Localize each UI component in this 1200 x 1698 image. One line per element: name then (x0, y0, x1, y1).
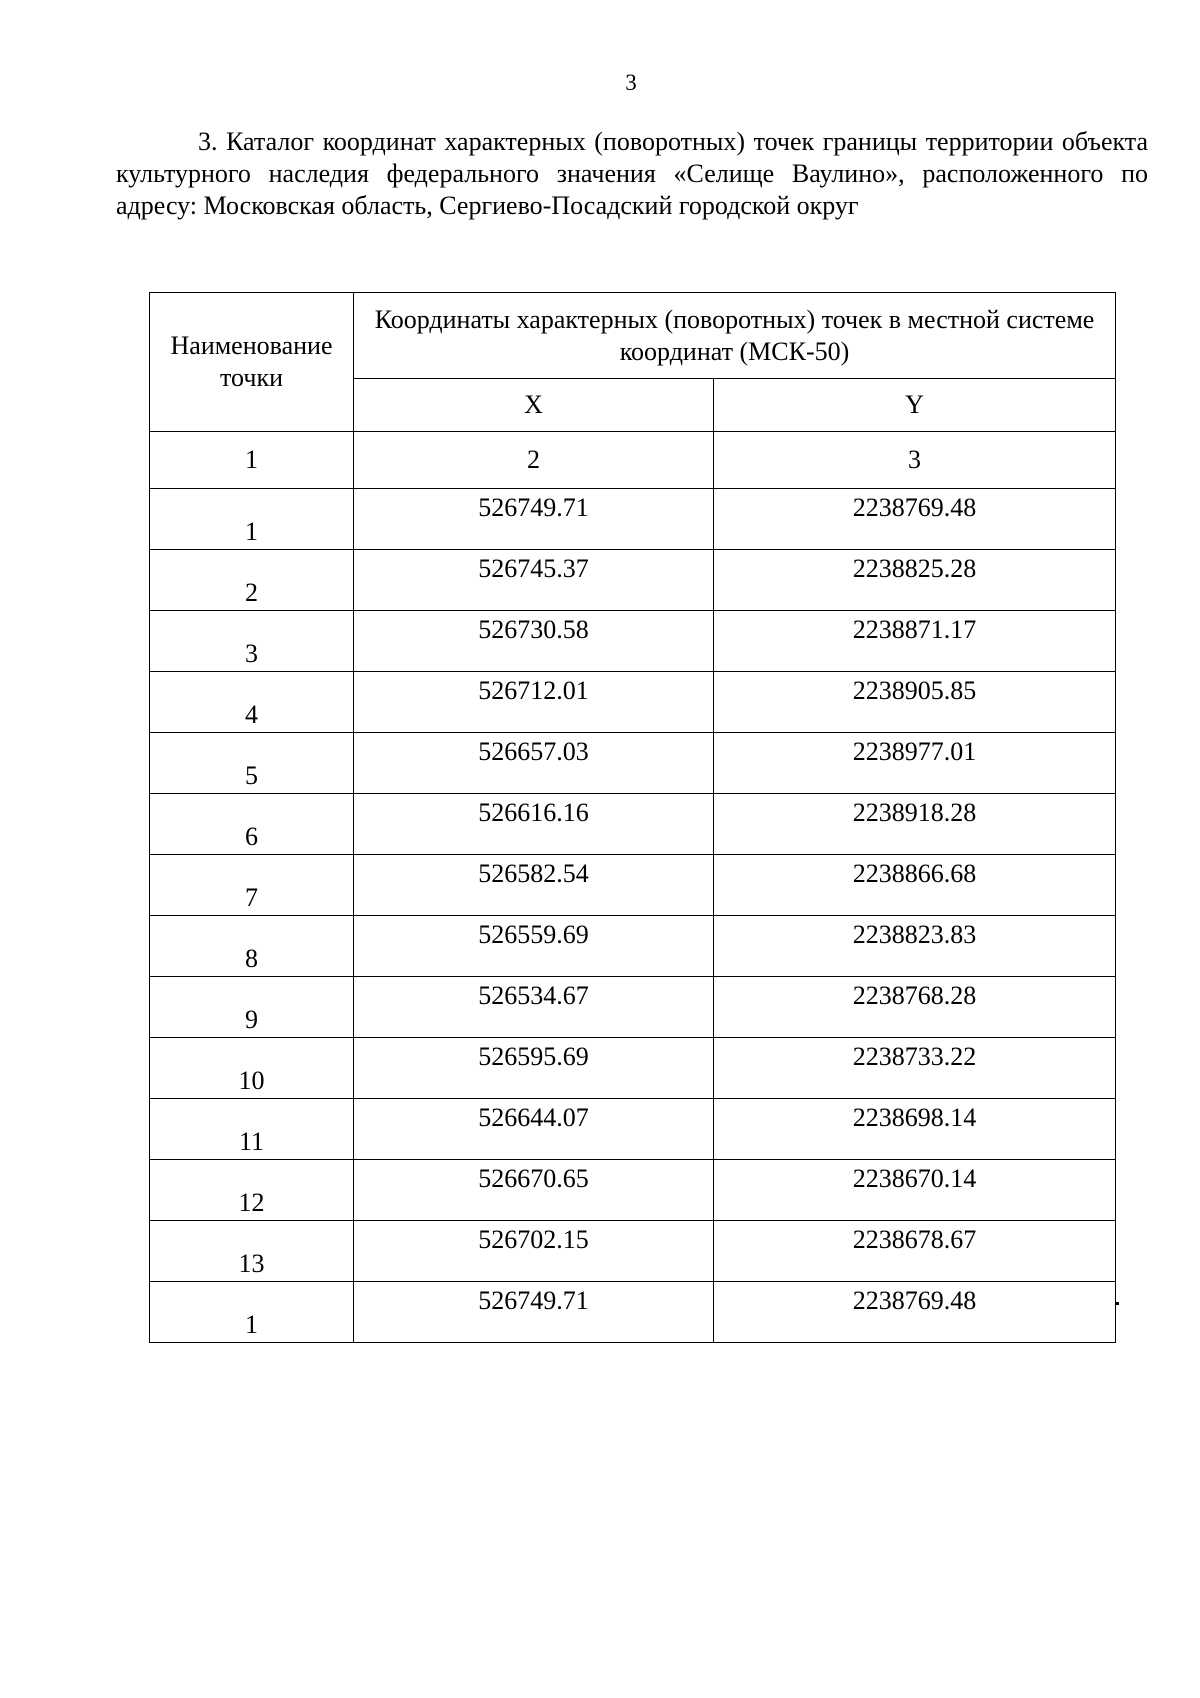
header-point-name: Наименование точки (150, 293, 354, 432)
coord-y: 2238768.28 (714, 977, 1116, 1038)
coord-y: 2238977.01 (714, 733, 1116, 794)
point-name: 4 (150, 672, 354, 733)
coord-y: 2238769.48 (714, 489, 1116, 550)
table-header-row (150, 293, 1116, 379)
coord-x: 526749.71 (354, 489, 714, 550)
coord-x: 526644.07 (354, 1099, 714, 1160)
point-name: 11 (150, 1099, 354, 1160)
section-heading (116, 126, 1148, 222)
table-row (150, 855, 1116, 916)
point-name: 2 (150, 550, 354, 611)
point-name: 3 (150, 611, 354, 672)
column-number: 2 (354, 432, 714, 489)
header-x: X (354, 379, 714, 432)
table-row (150, 672, 1116, 733)
point-name: 12 (150, 1160, 354, 1221)
coord-y: 2238698.14 (714, 1099, 1116, 1160)
coord-x: 526702.15 (354, 1221, 714, 1282)
coord-x: 526730.58 (354, 611, 714, 672)
coord-x: 526670.65 (354, 1160, 714, 1221)
table-row (150, 550, 1116, 611)
coord-x: 526745.37 (354, 550, 714, 611)
table-row (150, 1221, 1116, 1282)
header-coordinates: Координаты характерных (поворотных) точек в местной системе координат (МСК-50) (354, 293, 1116, 379)
section-heading-text: 3. Каталог координат характерных (поворотных) точек границы территории объекта культурного наследия федерального значения «Селище Ваулино», расположенного по адресу: Московская область, Сергиево-Посадский городской округ (116, 127, 1148, 220)
coord-x: 526595.69 (354, 1038, 714, 1099)
coord-x: 526616.16 (354, 794, 714, 855)
coord-y: 2238825.28 (714, 550, 1116, 611)
coord-x: 526534.67 (354, 977, 714, 1038)
point-name: 1 (150, 1282, 354, 1343)
coord-y: 2238918.28 (714, 794, 1116, 855)
point-name: 7 (150, 855, 354, 916)
table-row (150, 1282, 1116, 1343)
table-row (150, 1099, 1116, 1160)
table-row (150, 733, 1116, 794)
page-number: 3 (625, 70, 637, 95)
table-row (150, 794, 1116, 855)
column-number: 1 (150, 432, 354, 489)
point-name: 8 (150, 916, 354, 977)
coord-x: 526582.54 (354, 855, 714, 916)
table-row (150, 916, 1116, 977)
table-row (150, 1160, 1116, 1221)
table-row (150, 611, 1116, 672)
coord-y: 2238670.14 (714, 1160, 1116, 1221)
column-number-row (150, 432, 1116, 489)
coord-y: 2238769.48 (714, 1282, 1116, 1343)
coord-x: 526712.01 (354, 672, 714, 733)
coord-y: 2238823.83 (714, 916, 1116, 977)
header-y: Y (714, 379, 1116, 432)
point-name: 5 (150, 733, 354, 794)
coord-x: 526749.71 (354, 1282, 714, 1343)
column-number: 3 (714, 432, 1116, 489)
trailing-period-mark (1116, 1302, 1119, 1305)
point-name: 13 (150, 1221, 354, 1282)
coord-y: 2238866.68 (714, 855, 1116, 916)
coord-y: 2238678.67 (714, 1221, 1116, 1282)
table-row (150, 489, 1116, 550)
coordinates-table (149, 292, 1116, 1343)
coord-x: 526559.69 (354, 916, 714, 977)
coord-y: 2238871.17 (714, 611, 1116, 672)
table-row (150, 977, 1116, 1038)
point-name: 1 (150, 489, 354, 550)
point-name: 6 (150, 794, 354, 855)
coord-y: 2238733.22 (714, 1038, 1116, 1099)
point-name: 9 (150, 977, 354, 1038)
coord-y: 2238905.85 (714, 672, 1116, 733)
coord-x: 526657.03 (354, 733, 714, 794)
table-row (150, 1038, 1116, 1099)
point-name: 10 (150, 1038, 354, 1099)
